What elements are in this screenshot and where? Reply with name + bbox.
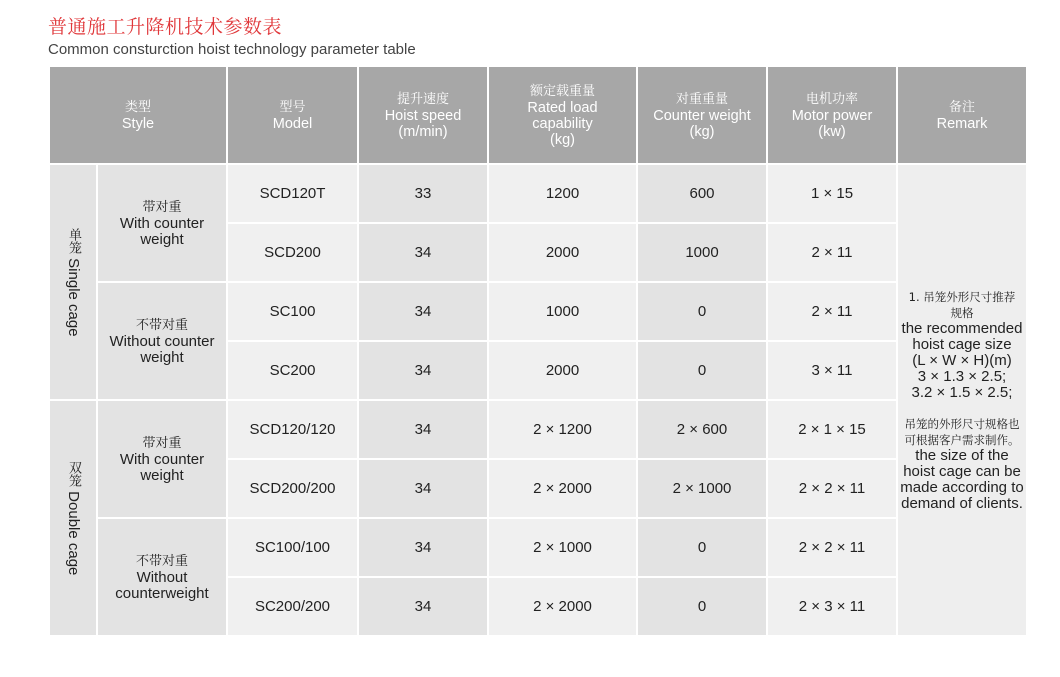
cell-load: 2 × 2000 [488, 577, 637, 636]
cell-model: SC100/100 [227, 518, 358, 577]
cell-model: SC200/200 [227, 577, 358, 636]
subgroup-with-counter-weight: 带对重 With counter weight [97, 164, 227, 282]
cell-model: SCD120/120 [227, 400, 358, 459]
cell-model: SCD200/200 [227, 459, 358, 518]
cell-speed: 34 [358, 341, 488, 400]
page-title-cn: 普通施工升降机技术参数表 [48, 16, 283, 38]
cell-model: SC100 [227, 282, 358, 341]
table-row [49, 282, 1027, 341]
header-model: 型号 Model [227, 66, 358, 164]
cell-load: 2 × 1200 [488, 400, 637, 459]
cell-motor: 2 × 2 × 11 [767, 459, 897, 518]
cell-model: SC200 [227, 341, 358, 400]
cell-counter: 600 [637, 164, 767, 223]
cell-model: SCD120T [227, 164, 358, 223]
header-speed: 提升速度 Hoist speed (m/min) [358, 66, 488, 164]
table-row [49, 164, 1027, 223]
cell-motor: 1 × 15 [767, 164, 897, 223]
group-double-cage: 双笼 Double cage [49, 400, 97, 636]
cell-load: 1000 [488, 282, 637, 341]
page-title-en: Common consturction hoist technology parameter table [48, 41, 416, 58]
cell-motor: 3 × 11 [767, 341, 897, 400]
table-row [49, 518, 1027, 577]
cell-motor: 2 × 1 × 15 [767, 400, 897, 459]
subgroup-with-counter-weight: 带对重 With counter weight [97, 400, 227, 518]
header-row [49, 66, 1027, 164]
subgroup-without-counter-weight: 不带对重 Without counter weight [97, 282, 227, 400]
cell-model: SCD200 [227, 223, 358, 282]
subgroup-without-counterweight: 不带对重 Without counterweight [97, 518, 227, 636]
header-counter-weight: 对重重量 Counter weight (kg) [637, 66, 767, 164]
header-load: 额定载重量 Rated load capability (kg) [488, 66, 637, 164]
cell-counter: 1000 [637, 223, 767, 282]
cell-load: 2000 [488, 341, 637, 400]
cell-motor: 2 × 2 × 11 [767, 518, 897, 577]
cell-speed: 34 [358, 223, 488, 282]
cell-load: 2000 [488, 223, 637, 282]
cell-speed: 34 [358, 577, 488, 636]
header-motor-power: 电机功率 Motor power (kw) [767, 66, 897, 164]
cell-speed: 34 [358, 400, 488, 459]
cell-motor: 2 × 11 [767, 282, 897, 341]
cell-speed: 34 [358, 518, 488, 577]
cell-speed: 34 [358, 459, 488, 518]
cell-speed: 34 [358, 282, 488, 341]
header-remark: 备注 Remark [897, 66, 1027, 164]
cell-motor: 2 × 3 × 11 [767, 577, 897, 636]
cell-counter: 0 [637, 518, 767, 577]
cell-counter: 2 × 600 [637, 400, 767, 459]
cell-counter: 0 [637, 341, 767, 400]
cell-speed: 33 [358, 164, 488, 223]
parameter-table [48, 65, 1028, 637]
cell-counter: 0 [637, 577, 767, 636]
cell-motor: 2 × 11 [767, 223, 897, 282]
cell-load: 2 × 2000 [488, 459, 637, 518]
cell-counter: 0 [637, 282, 767, 341]
cell-load: 2 × 1000 [488, 518, 637, 577]
cell-counter: 2 × 1000 [637, 459, 767, 518]
header-style: 类型 Style [49, 66, 227, 164]
remark-cell: 1. 吊笼外形尺寸推荐 规格 the recommended hoist cage size (L × W × H)(m) 3 × 1.3 × 2.5; 3.2 × 1.5 × 2.5; 吊笼的外形尺寸规格也 可根据客户需求制作。 the size of the hoist cage can be made according to demand of clients. [897, 164, 1027, 636]
table-row [49, 400, 1027, 459]
group-single-cage: 单笼 Single cage [49, 164, 97, 400]
cell-load: 1200 [488, 164, 637, 223]
